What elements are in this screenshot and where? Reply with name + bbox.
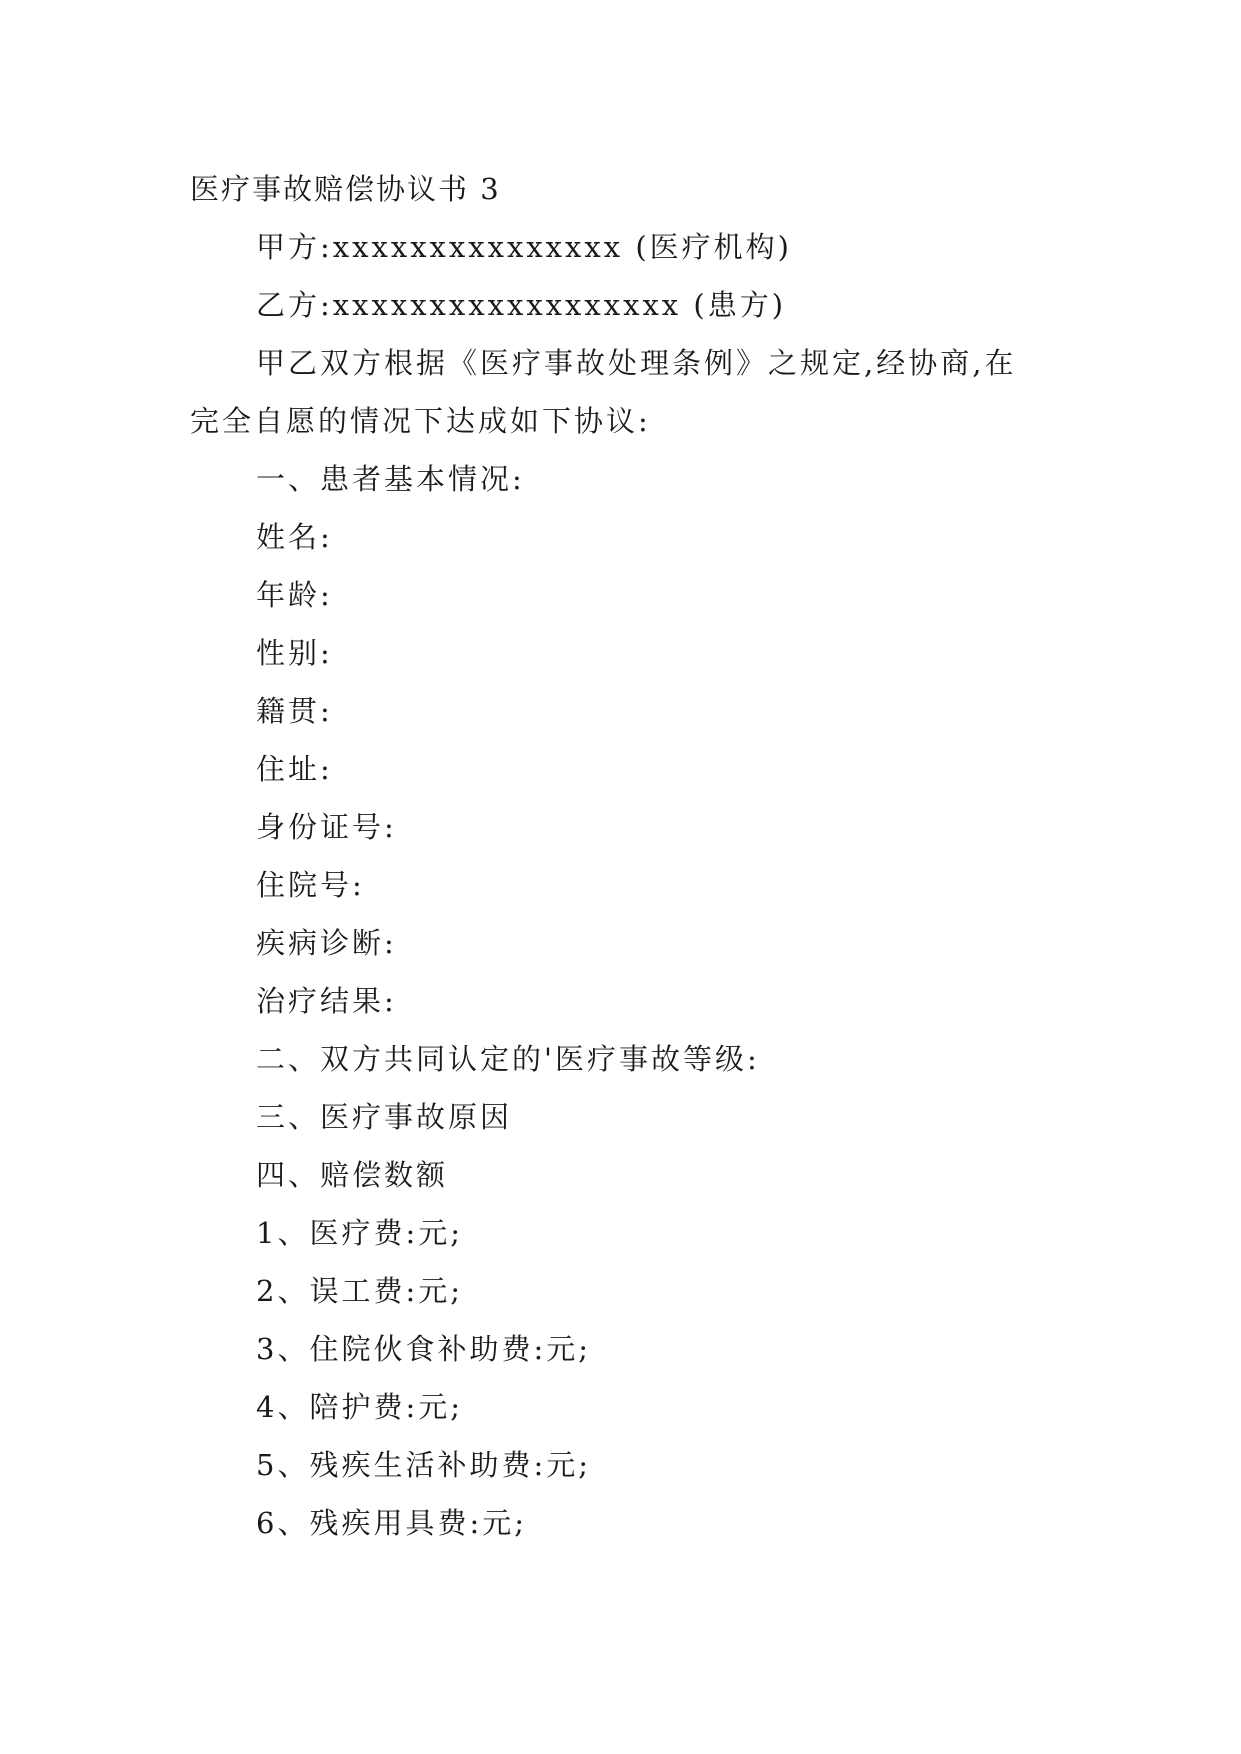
field-age: 年龄:: [256, 578, 333, 612]
section-accident-level-heading: 二、双方共同认定的'医疗事故等级:: [256, 1042, 760, 1076]
compensation-item: 2、误工费:元;: [256, 1274, 463, 1308]
party-b-line: 乙方:xxxxxxxxxxxxxxxxxx (患方): [256, 288, 787, 322]
field-address: 住址:: [256, 752, 333, 786]
section-accident-cause-heading: 三、医疗事故原因: [256, 1100, 513, 1134]
document-title: 医疗事故赔偿协议书 3: [190, 172, 501, 206]
field-id-number: 身份证号:: [256, 810, 397, 844]
field-gender: 性别:: [256, 636, 333, 670]
section-compensation-heading: 四、赔偿数额: [256, 1158, 449, 1192]
section-patient-info-heading: 一、患者基本情况:: [256, 462, 525, 496]
preamble-line-2: 完全自愿的情况下达成如下协议:: [190, 404, 651, 438]
field-diagnosis: 疾病诊断:: [256, 926, 397, 960]
compensation-item: 5、残疾生活补助费:元;: [256, 1448, 591, 1482]
compensation-item: 1、医疗费:元;: [256, 1216, 463, 1250]
compensation-item: 6、残疾用具费:元;: [256, 1506, 527, 1540]
field-native-place: 籍贯:: [256, 694, 333, 728]
party-a-line: 甲方:xxxxxxxxxxxxxxx (医疗机构): [256, 230, 792, 264]
preamble-line-1: 甲乙双方根据《医疗事故处理条例》之规定,经协商,在: [256, 346, 1017, 380]
compensation-item: 4、陪护费:元;: [256, 1390, 463, 1424]
field-name: 姓名:: [256, 520, 333, 554]
agreement-body: [190, 160, 1070, 1552]
field-treatment-result: 治疗结果:: [256, 984, 397, 1018]
compensation-item: 3、住院伙食补助费:元;: [256, 1332, 591, 1366]
field-admission-number: 住院号:: [256, 868, 365, 902]
